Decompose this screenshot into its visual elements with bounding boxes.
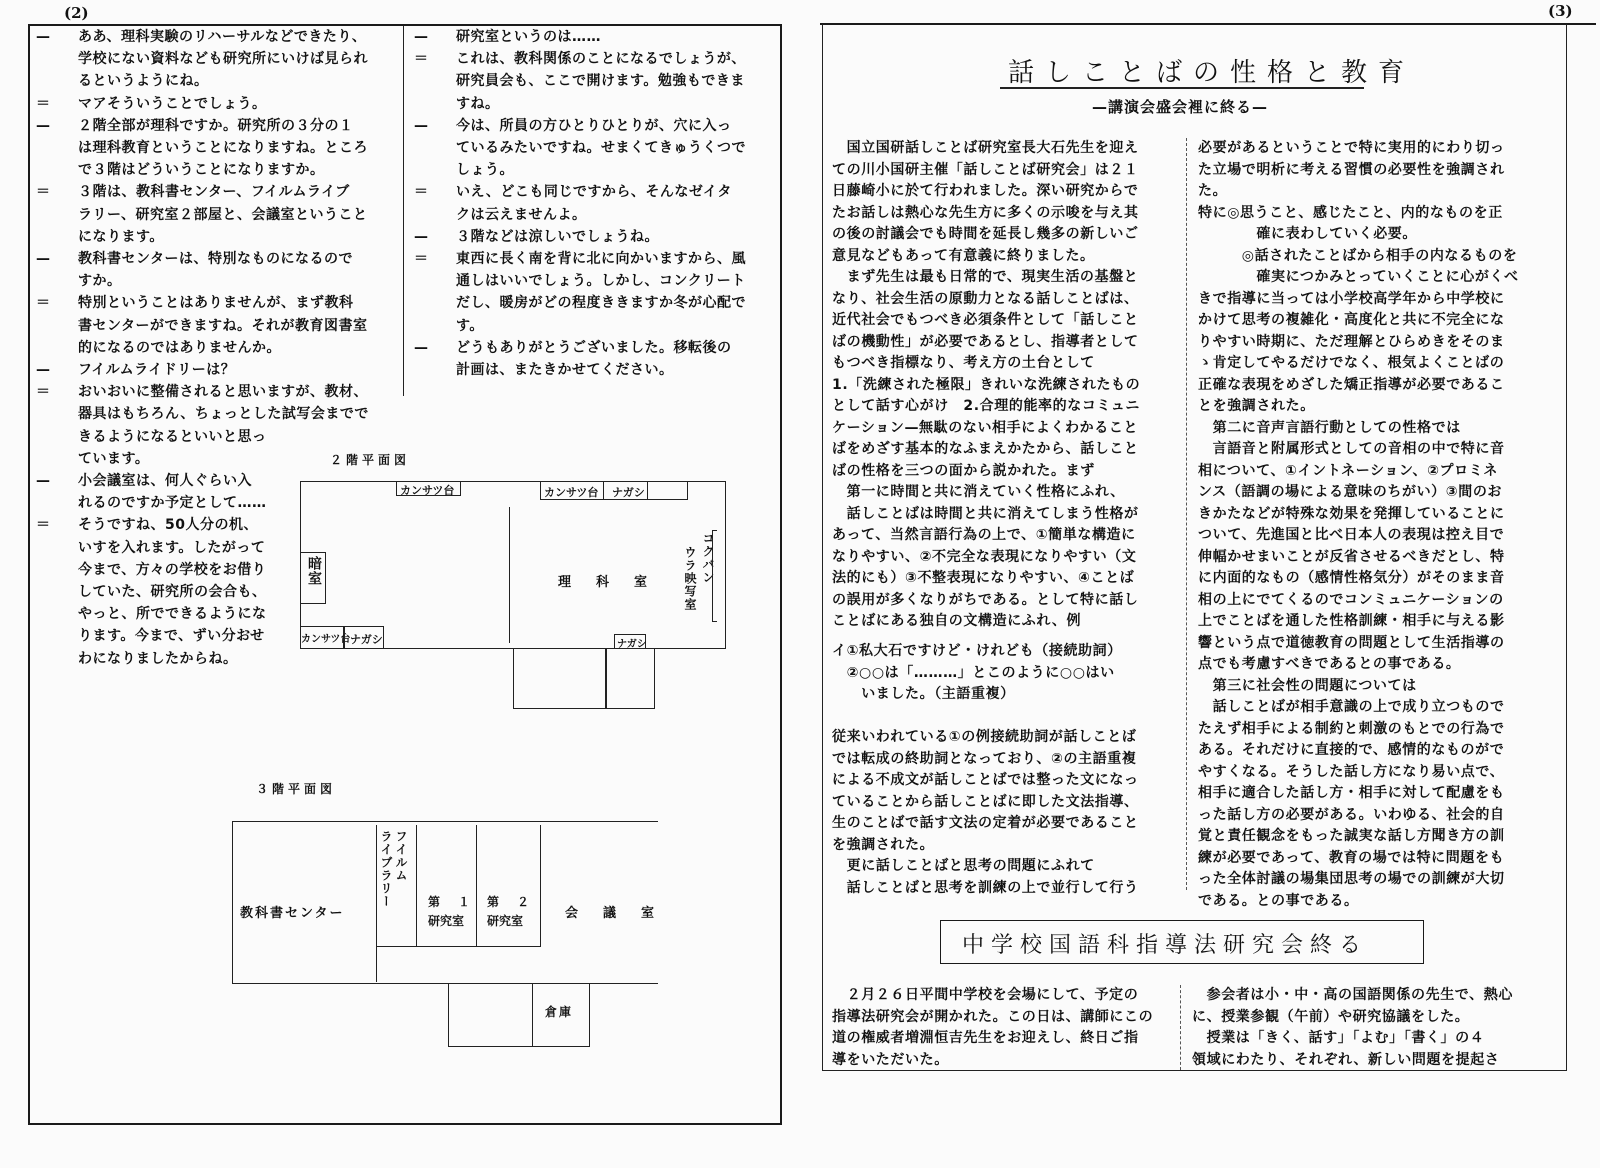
speaker-marker: ＝ [414,51,429,68]
dialogue-text: これは、教科関係のことになるでしょうが、 研究員会も、ここで開けます。勉強もできま すね。 [456,51,746,112]
article-title: 話しことばの性格と教育 [1008,58,1416,88]
lab1-label-b: 研究室 [428,914,465,928]
meeting-room-label: 会 議 室 [565,906,661,921]
dialogue-line [414,337,782,381]
article2-col2: 参会者は小・中・高の国語関係の先生で、熱心 に、授業参観（午前）や研究協議をした。 授業は「きく、話す」「よむ」「書く」の４ 領域にわたり、それぞれ、新しい問題を提起さ [1192,987,1513,1068]
dialogue-text: そうですね、50人分の机、 いすを入れます。したがって 今まで、方々の学校をお借り していた、研究所の会合も、 やっと、所でできるようにな ります。今まで、ずい分おせ わになりましたからね。 [78,517,267,667]
floor3-corridor-line [376,946,541,947]
film-library-label: フイルム ライブラリー [379,830,408,908]
sink-bottom-left-label: ナガシ [350,633,383,646]
dialogue-text: マアそういうことでしょう。 [78,95,267,112]
speaker-marker: — [414,228,429,245]
article-body-col1b: 従来いわれている①の例接続助詞が話しことば では転成の終助詞となっており、②の主語重複 による不成文が話しことばでは整った文になっ ていることから話しことばに即した文法指導、 生のことばで話す文法の定着が必要であること を強調された。 更に話しことばと思考の問題にふれて 話しことばと思考を訓練の上で並行して行う [832,729,1139,896]
speaker-marker: — [36,251,51,268]
dialogue-line [414,181,782,225]
title-underline [1000,87,1364,89]
darkroom-label: 暗室 [306,556,322,586]
article2-column-divider [1180,985,1181,1070]
dialogue-line [414,226,782,248]
dialogue-line [36,181,406,248]
speaker-marker: ＝ [36,184,51,201]
floor3-wall-3 [476,825,477,946]
speaker-marker: — [36,473,51,490]
speaker-marker: — [414,29,429,45]
floor2-stair-box [513,649,606,709]
dialogue-text: 小会議室は、何人ぐらい入 れるのですか予定として…… [78,473,267,512]
dialogue-text: ああ、理科実験のリハーサルなどできたり、 学校にない資料なども研究所にいけば見られ るというようにね。 [78,29,368,90]
lab1-label-a: 第 １ [428,895,474,909]
dialogue-text: フイルムライドリーは？ [78,362,236,379]
speaker-marker: ＝ [414,251,429,268]
dialogue-text: おいおいに整備されると思いますが、教材、 器具はもちろん、ちょっとした試写会までで きるようになるといいと思っ ています。 [78,384,369,467]
floor3-wall-2 [416,825,417,946]
speaker-marker: ＝ [36,95,51,112]
dialogue-line [36,93,406,115]
right-page-left-border [822,24,823,1070]
speaker-marker: — [414,339,429,356]
dryer-bottom-label: カンサツ台 [301,634,351,645]
storage-label: 倉庫 [545,1005,574,1019]
lab2-label-b: 研究室 [487,914,524,928]
dialogue-line [414,248,782,337]
textbook-center-label: 教科書センター [240,906,345,921]
article-subtitle: —講演会盛会裡に終る— [1092,98,1269,116]
dialogue-text: 研究室というのは…… [456,29,601,45]
dialogue-text: ３階は、教科書センター、フイルムライブ ラリー、研究室２部屋と、会議室ということ になります。 [78,184,368,245]
floor2-stair-edge [654,649,655,709]
blackboard-label: コクバン [701,532,715,584]
speaker-marker: ＝ [414,184,429,201]
dialogue-line [36,359,406,381]
dryer-top-right-label: カンサツ台 [544,486,599,499]
floor2-stair-bottom [606,708,654,709]
interview-column-2 [414,26,782,381]
floor2-partition [509,507,510,643]
article-column-divider [1186,138,1187,890]
dialogue-line [36,26,406,93]
article-examples: イ①私大石ですけど・けれども（接続助詞） ②○○は「………」とこのように○○はい いました。（主語重複） [832,643,1122,702]
floor3-storage-divider [532,984,533,1047]
dialogue-line [36,248,406,292]
sink-bottom-right-label: ナガシ [617,639,647,650]
dialogue-line [36,115,406,182]
right-page-top-rule [820,23,1596,25]
article2-title: 中学校国語科指導法研究会終る [962,933,1369,958]
dialogue-text: 今は、所員の方ひとりひとりが、穴に入っ ているみたいですね。せまくてきゅうくつで しょう。 [456,117,746,179]
article-body-col2: 必要があるということで特に実用的にわり切っ た立場で明析に考える習慣の必要性を強調され た。 特に◎思うこと、感じたこと、内的なものを正 確に表わしていく必要。 ◎話されたことばから相手の内なるものを 確実につかみとっていくことに心がくべ きで指導に当っては小学校高学年から中学校に かけて思考の複雑化・高度化と共に不完全にな りやすい時期に、ただ理解とひらめきをそのま ゝ肯定してやるだけでなく、根気よくことばの 正確な表現をめざした矯正指導が必要であるこ とを強調された。 第二に音声言語行動としての性格では 言語音と附属形式としての音相の中で特に音 相について、①イントネーション、②プロミネ ンス（語調の場による意味のちがい）③間のお きかたなどが特殊な効果を発揮していることに ついて、先進国と比べ日本人の表現は控え目で 伸幅かせまいことが反省させるべきだとし、特 に内面的なもの（感情性格気分）がそのまま音 相の上にでてくるのでコンミュニケーションの 上でことばを通した性格訓練・相手に与える影 響という点で道徳教育の問題として生活指導の 点でも考慮すべきであるとの事である。 第三に社会性の問題については 話しことばが相手意識の上で成り立つもので たえず相手による制約と刺激のもとでの行為で ある。それだけに直接的で、感情的なものがで やすくなる。そうした話し方になり易い点で、 相手に適合した話し方・相手に対して配慮をも った話し方の必要がある。いわゆる、社会的自 覚と責任観念をもった誠実な話し方聞き方の訓 練が必要であって、教育の場では特に問題をも った全体討議の場集団思考の場での訓練が大切 である。との事である。 [1198,140,1519,909]
page-number-right: (3) [1548,2,1573,20]
dialogue-text: いえ、どこも同じですから、そんなゼイタ クは云えませんよ。 [456,184,732,223]
dialogue-line [414,48,782,115]
article2-col1: ２月２６日平間中学校を会場にして、予定の 指導法研究会が開かれた。この日は、講師にこの 道の権威者増淵恒吉先生をお迎えし、終日ご指 導をいただいた。 [832,987,1154,1068]
dialogue-line [414,26,782,48]
dialogue-text: どうもありがとうございました。移転後の 計画は、またきかせてください。 [456,339,732,379]
lab2-label-a: 第 ２ [487,895,533,909]
speaker-marker: ＝ [36,295,51,312]
cabinet-top [648,481,688,500]
dialogue-text: 東西に長く南を背に北に向かいますから、風 通しはいいでしょう。しかし、コンクリート だし、暖房がどの程度ききますか冬が心配で す。 [456,251,746,334]
speaker-marker: — [414,117,429,134]
floor3-wall-4 [540,825,541,946]
right-page-right-border [1566,24,1567,1070]
science-room-label: 理 科 室 [558,575,654,590]
dialogue-text: ２階全部が理科ですか。研究所の３分の１ は理科教育ということになりますね。ところ で３階はどういうことになりますか。 [78,117,368,179]
speaker-marker: — [36,29,51,45]
dialogue-text: 教科書センターは、特別なものになるので すか。 [78,251,353,290]
dialogue-line [414,115,782,182]
floor3-plan-title: ３階平面図 [256,782,337,796]
floor2-plan-title: ２階平面図 [330,453,411,467]
speaker-marker: ＝ [36,384,51,401]
article-body-col1: 国立国研話しことば研究室長大石先生を迎え ての川小国研主催「話しことば研究会」は２１ 日藤崎小に於て行われました。深い研究からで たお話しは熱心な先生方に多くの示唆を与え其 の後の討議会でも時間を延長し幾多の新しいご 意見などもあって有意義に終りました。 まず先生は最も日常的で、現実生活の基盤と なり、社会生活の原動力となる話しことばは、 近代社会でもつべき必須条件として「話しこと ばの機動性」が必要であるとし、指導者として もつべき指標なり、考え方の土台として 1.「洗練された極限」きれいな洗練されたもの として話す心がけ 2.合理的能率的なコミュニ ケーション—無駄のない相手によくわかること ばをめざす基本的なふまえかたから、話しこと ばの性格を三つの面から説かれた。まず 第一に時間と共に消えていく性格にふれ、 話しことばは時間と共に消えてしまう性格が あって、当然言語行為の上で、①簡単な構造に なりやすい、②不完全な表現になりやすい（文 法的にも）③不整表現になりやすい、④ことば の誤用が多くなりがちである。として特に話し ことばにある独自の文構造にふれ、例 [832,140,1141,629]
projection-room-label: ウラ映写室 [683,546,697,611]
speaker-marker: — [36,362,51,379]
speaker-marker: ＝ [36,517,51,534]
blackboard [712,530,717,622]
dryer-top-left-label: カンサツ台 [400,484,455,497]
dialogue-text: ３階などは涼しいでしょうね。 [456,228,659,245]
speaker-marker: — [36,117,51,134]
dialogue-line [36,292,406,359]
sink-top-label: ナガシ [612,486,645,499]
floor2-stair-divider [606,649,607,709]
page-number-left: (2) [64,4,89,22]
dialogue-text: 特別ということはありませんが、まず教科 書センターができますね。それが教育図書室 的になるのではありませんか。 [78,295,368,356]
floor2-outline [300,481,726,649]
floor3-wall-1 [376,825,377,982]
